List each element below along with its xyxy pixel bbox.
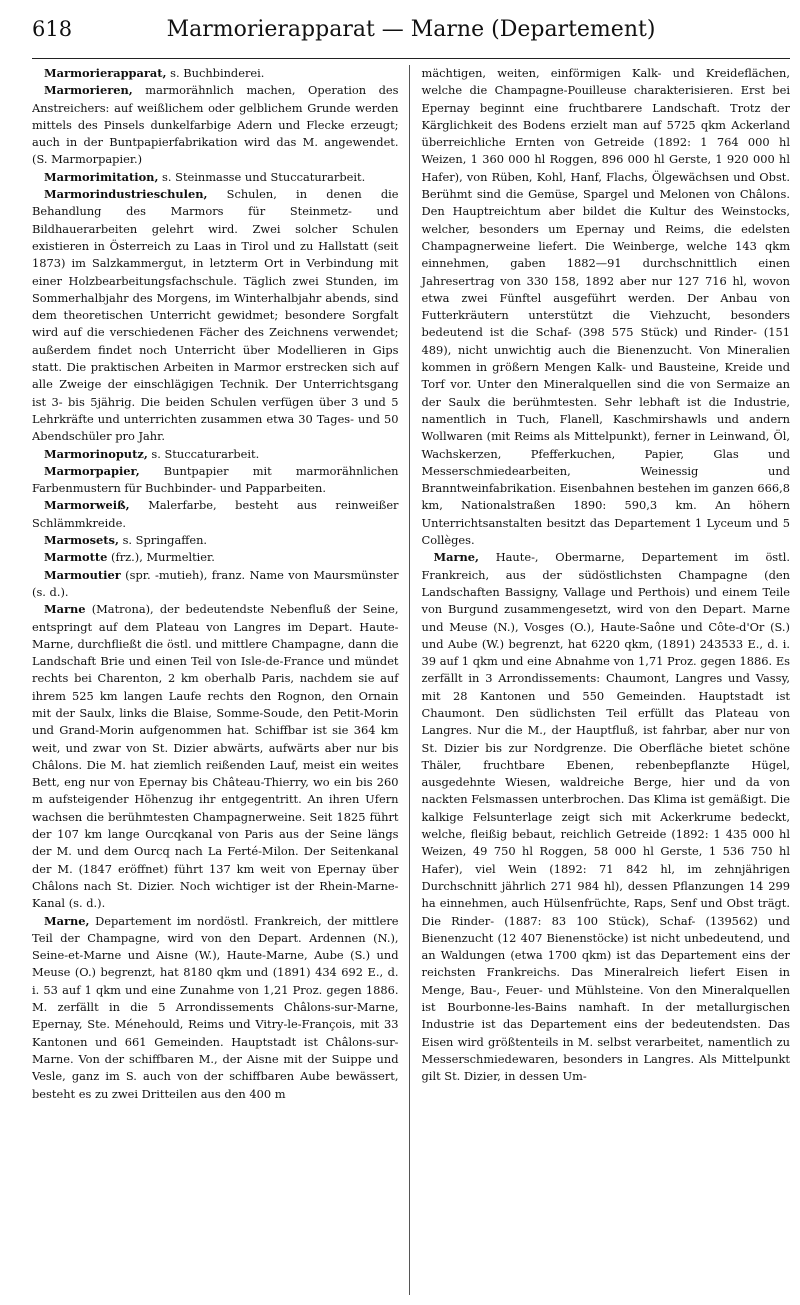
entry-text: Schulen, in denen die Behandlung des Marmors für Steinmetz- und Bildhauerarbeiten gelehrt wird. Zwei solcher Schulen existieren in Österreich zu Laas in Tirol und zu Hallstatt (seit 1873) im Salzkammergut, in letzterm Ort in Verbindung mit einer Holzbearbeitungsfachschule. Täglich zwei Stunden, im Sommerhalbjahr des Morgens, im Winterhalbjahr abends, sind dem theoretischen Unterricht gewidmet; besondere Sorgfalt wird auf die verschiedenen Fächer des Zeichnens verwendet; außerdem findet noch Unterricht über Modellieren in Gips statt. Die praktischen Arbeiten in Marmor erstrecken sich auf alle Zweige der einschlägigen Technik. Der Unterrichtsgang ist 3- bis 5jährig. Die beiden Schulen verfügen über 3 und 5 Lehrkräfte und unterrichten zusammen etwa 30 Tages- und 50 Abendschüler pro Jahr.: [32, 187, 399, 444]
entry-headword: Marmorpapier,: [44, 463, 140, 478]
entry-headword: Marmotte: [44, 550, 108, 565]
entry-headword: Marmorweiß,: [44, 498, 130, 513]
entry-text: s. Stuccaturarbeit.: [147, 446, 260, 461]
header-rule: [32, 58, 790, 59]
entry-headword: Marmorierapparat,: [44, 66, 167, 80]
dictionary-entry: [32, 497, 399, 532]
dictionary-entry: [32, 169, 399, 186]
dictionary-entry: [32, 463, 399, 498]
dictionary-entry: [32, 532, 399, 549]
dictionary-entry: [32, 65, 399, 82]
entry-text: s. Springaffen.: [118, 533, 208, 548]
entry-text: s. Buchbinderei.: [166, 66, 265, 80]
dictionary-entry: [32, 82, 399, 168]
entry-headword: Marmosets,: [44, 533, 119, 548]
entry-text: marmorähnlich machen, Operation des Anstreichers: auf weißlichem oder gelblichem Grunde werden mittels des Pinsels dunkelfarbige Adern und Flecke erzeugt; auch in der Buntpapierfabrikation wird das M. angewendet. (S. Marmorpapier.): [32, 83, 399, 167]
text-columns: [32, 65, 790, 1295]
dictionary-entry: [32, 913, 399, 1103]
dictionary-entry: [32, 601, 399, 912]
entry-text: (frz.), Murmeltier.: [107, 550, 215, 565]
entry-text: Buntpapier mit marmorähnlichen Farbenmustern für Buchbinder- und Papparbeiten.: [32, 463, 399, 496]
entry-headword: Marmorimitation,: [44, 169, 159, 184]
entry-text: s. Steinmasse und Stuccaturarbeit.: [158, 169, 366, 184]
entry-text: (Matrona), der bedeutendste Nebenfluß der Seine, entspringt auf dem Plateau von Langres im Depart. Haute-Marne, durchfließt die östl. und mittlere Champagne, dann die Landschaft Brie und einen Teil von Isle-de-France und mündet rechts bei Charenton, 2 km oberhalb Paris, nachdem sie auf ihrem 525 km langen Laufe rechts den Rognon, den Ornain mit der Saulx, links die Blaise, Somme-Soude, den Petit-Morin und Grand-Morin aufgenommen hat. Schiffbar ist sie 364 km weit, und zwar von St. Dizier abwärts, aufwärts aber nur bis Châlons. Die M. hat ziemlich reißenden Lauf, meist ein weites Bett, eng nur von Epernay bis Château-Thierry, wo ein bis 260 m aufsteigender Höhenzug ihr entgegentritt. An ihren Ufern wachsen die berühmtesten Champagnerweine. Seit 1825 führt der 107 km lange Ourcqkanal von Paris aus der Seine längs der M. und dem Ourcq nach La Ferté-Milon. Der Seitenkanal der M. (1847 eröffnet) führt 137 km weit von Epernay über Châlons nach St. Dizier. Noch wichtiger ist der Rhein-Marne-Kanal (s. d.).: [32, 602, 399, 911]
dictionary-entry: [32, 446, 399, 463]
entry-headword: Marne: [44, 602, 86, 617]
dictionary-entry: [422, 549, 790, 1085]
continued-paragraph: mächtigen, weiten, einförmigen Kalk- und Kreideflächen, welche die Champagne-Pouilleuse charakterisieren. Erst bei Epernay beginnt eine fruchtbarere Landschaft. Trotz der Kärglichkeit des Bodens erzielt man auf 5725 qkm Ackerland überreichliche Ernten von Getreide (1892: 1 764 000 hl Weizen, 1 360 000 hl Roggen, 896 000 hl Gerste, 1 920 000 hl Hafer), von Rüben, Kohl, Hanf, Flachs, Ölgewächsen und Obst. Berühmt sind die Gemüse, Spargel und Melonen von Châlons. Den Hauptreichtum aber bildet die Kultur des Weinstocks, welcher, besonders um Epernay und Reims, die edelsten Champagnerweine liefert. Die Weinberge, welche 143 qkm einnehmen, gaben 1882—91 durchschnittlich einen Jahresertrag von 330 158, 1892 aber nur 127 716 hl, wovon etwa zwei Fünftel ausgeführt werden. Der Anbau von Futterkräutern unterstützt die Viehzucht, besonders bedeutend ist die Schaf- (398 575 Stück) und Rinder- (151 489), nicht unwichtig auch die Bienenzucht. Von Mineralien kommen in größern Mengen Kalk- und Bausteine, Kreide und Torf vor. Unter den Mineralquellen sind die von Sermaize an der Saulx die berühmtesten. Sehr lebhaft ist die Industrie, namentlich in Tuch, Flanell, Kaschmirshawls und andern Wollwaren (mit Reims als Mittelpunkt), ferner in Leinwand, Öl, Wachskerzen, Pfefferkuchen, Papier, Glas und Messerschmiedearbeiten, Weinessig und Branntweinfabrikation. Eisenbahnen bestehen im ganzen 666,8 km, Nationalstraßen 1890: 590,3 km. An höhern Unterrichtsanstalten besitzt das Departement 1 Lyceum und 5 Collèges.: [421, 66, 790, 548]
right-column: [422, 65, 790, 1295]
entry-text: Malerfarbe, besteht aus reinweißer Schlämmkreide.: [32, 498, 399, 530]
dictionary-entry: [32, 186, 399, 445]
entry-headword: Marne,: [44, 913, 90, 928]
running-title: Marmorierapparat — Marne (Departement): [166, 16, 656, 42]
entry-headword: Marne,: [433, 550, 480, 565]
page-number: 618: [32, 17, 73, 41]
left-column: [32, 65, 410, 1295]
entry-headword: Marmorindustrieschulen,: [44, 187, 208, 202]
page-header: [32, 0, 790, 58]
entry-text: (spr. -mutieh), franz. Name von Maursmünster (s. d.).: [32, 567, 399, 599]
entry-headword: Marmorinoputz,: [44, 446, 148, 461]
dictionary-entry: [32, 567, 399, 602]
entry-text: Haute-, Obermarne, Departement im östl. Frankreich, aus der südöstlichsten Champagne (den Landschaften Bassigny, Vallage und Perthois) und einem Teile von Burgund zusammengesetzt, wird von den Depart. Marne und Meuse (N.), Vosges (O.), Haute-Saône und Côte-d'Or (S.) und Aube (W.) begrenzt, hat 6220 qkm, (1891) 243533 E., d. i. 39 auf 1 qkm und eine Abnahme von 1,71 Proz. gegen 1886. Es zerfällt in 3 Arrondissements: Chaumont, Langres und Vassy, mit 28 Kantonen und 550 Gemeinden. Hauptstadt ist Chaumont. Den südlichsten Teil erfüllt das Plateau von Langres. Nur die M., der Hauptfluß, ist fahrbar, aber nur von St. Dizier bis zur Nordgrenze. Die Oberfläche bietet schöne Thäler, fruchtbare Ebenen, rebenbepflanzte Hügel, ausgedehnte Wiesen, waldreiche Berge, hier und da von nackten Felsmassen unterbrochen. Das Klima ist gemäßigt. Die kalkige Felsunterlage zeigt sich mit Ackerkrume bedeckt, welche, fleißig bebaut, reichlich Getreide (1892: 1 435 000 hl Weizen, 49 750 hl Roggen, 58 000 hl Gerste, 1 536 750 hl Hafer), viel Wein (1892: 71 842 hl, im zehnjährigen Durchschnitt jährlich 271 984 hl), dessen Pflanzungen 14 299 ha einnehmen, auch Hülsenfrüchte, Raps, Senf und Obst trägt. Die Rinder- (1887: 83 100 Stück), Schaf- (139562) und Bienenzucht (12 407 Bienenstöcke) ist nicht unbedeutend, und an Waldungen (etwa 1700 qkm) ist das Departement eins der reichsten Frankreichs. Das Mineralreich liefert Eisen in Menge, Bau-, Feuer- und Mühlsteine. Von den Mineralquellen ist Bourbonne-les-Bains namhaft. In der metallurgischen Industrie ist das Departement eins der bedeutendsten. Das Eisen wird größtenteils in M. selbst verarbeitet, namentlich zu Messerschmiedewaren, besonders in Langres. Als Mittelpunkt gilt St. Dizier, in dessen Um-: [421, 550, 790, 1084]
entry-text: Departement im nordöstl. Frankreich, der mittlere Teil der Champagne, wird von den Depart. Ardennen (N.), Seine-et-Marne und Aisne (W.), Haute-Marne, Aube (S.) und Meuse (O.) begrenzt, hat 8180 qkm und (1891) 434 692 E., d. i. 53 auf 1 qkm und eine Zunahme von 1,21 Proz. gegen 1886. M. zerfällt in die 5 Arrondissements Châlons-sur-Marne, Epernay, Ste. Ménehould, Reims und Vitry-le-François, mit 33 Kantonen und 661 Gemeinden. Hauptstadt ist Châlons-sur-Marne. Von der schiffbaren M., der Aisne mit der Suippe und Vesle, ganz im S. auch von der schiffbaren Aube bewässert, besteht es zu zwei Dritteilen aus den 400 m: [32, 913, 399, 1101]
entry-headword: Marmoutier: [44, 567, 121, 582]
entry-headword: Marmorieren,: [44, 83, 133, 98]
dictionary-entry: [32, 549, 399, 566]
